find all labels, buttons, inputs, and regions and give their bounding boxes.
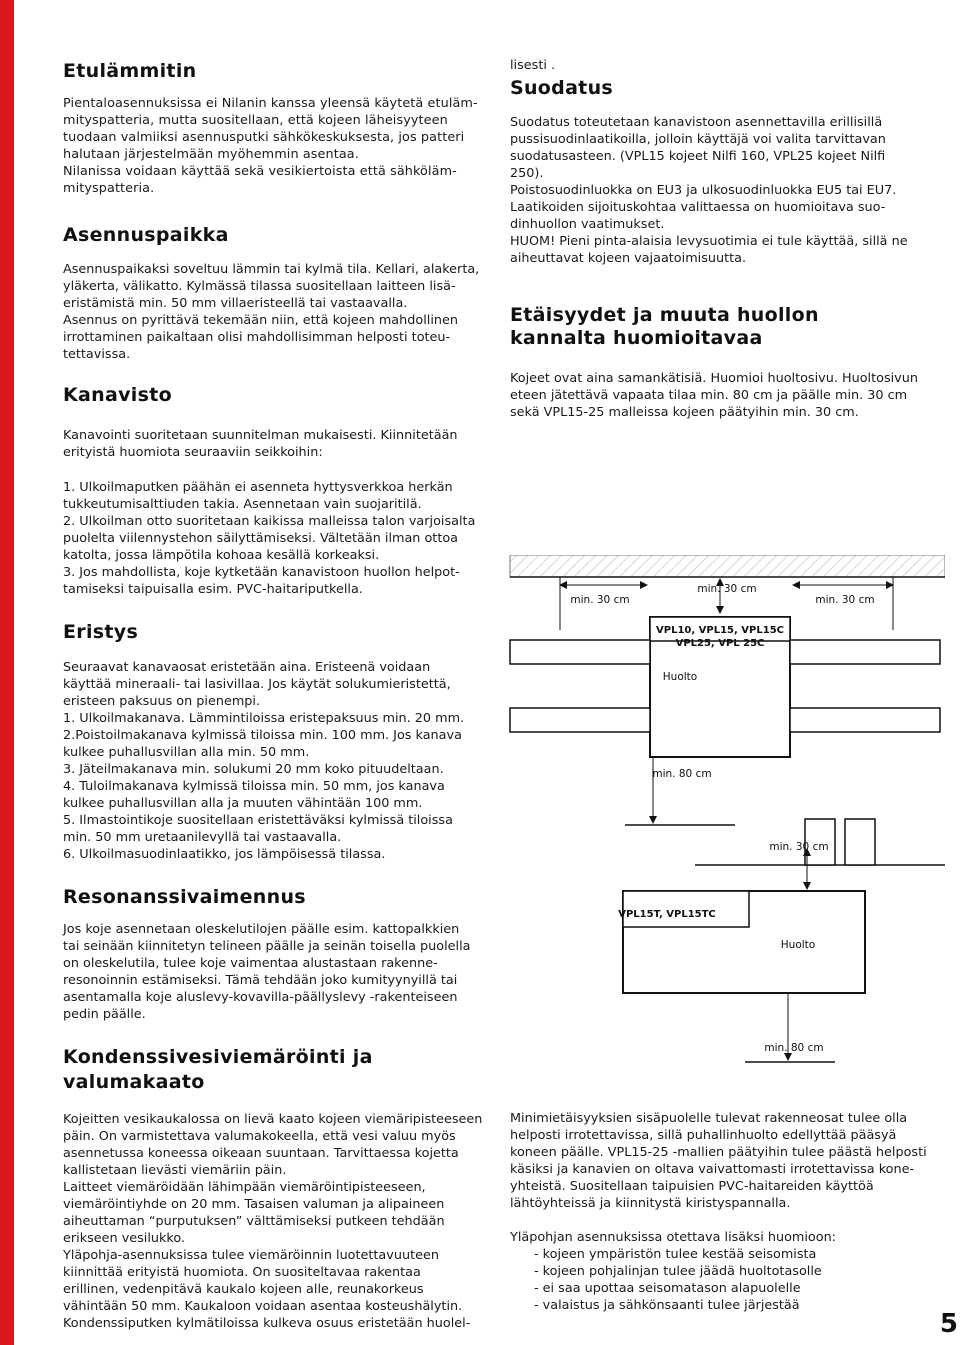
unit-lower-model: VPL15T, VPL15TC — [618, 909, 716, 920]
kondenssi-text: Kojeitten vesikaukalossa on lievä kaato kojeen viemäripisteeseen päin. On varmistettava valumakokeella, että vesi valuu myös asennetussa koneessa oikeaan suuntaan. Tarvittaessa kojetta kallistetaan lievästi viemäriin päin. Laitteet viemäröidään lähimpään viemäröintipisteeseen, viemäröintiyhde on 20 mm. Tasaisen valuman ja alipaineen aiheuttaman “purputuksen” välttämiseksi putkeen tehdään erikseen vesilukko. Yläpohja-asennuksissa tulee viemäröinnin luotettavuuteen kiinnittää erityistä huomiota. On suositeltavaa rakentaa erillinen, vedenpitävä kaukalo kojeen alle, reunakorkeus vähintään 50 mm. Kaukaloon voidaan asentaa kosteushälytin. Kondenssiputken kylmätiloissa kulkeva osuus eristetään huolel- — [63, 1112, 483, 1331]
unit-model-line1: VPL10, VPL15, VPL15C — [656, 625, 784, 636]
asennuspaikka-text: Asennuspaikaksi soveltuu lämmin tai kylmä tila. Kellari, alakerta, yläkerta, välikatto. Kylmässä tilassa suositellaan laitteen lisä- eristämistä min. 50 mm villaeristeellä tai vastaavalla. Asennus on pyrittävä tekemään niin, että kojeen mahdollinen irrottaminen paikaltaan olisi mahdollisimman helposti toteu- tettavissa. — [63, 262, 480, 362]
dim-right-label: min. 30 cm — [815, 594, 875, 606]
heading-kanavisto: Kanavisto — [63, 384, 172, 406]
duct-left-lower — [510, 708, 650, 732]
dim-top-label-lower: min. 30 cm — [769, 841, 829, 853]
ceiling-wall — [510, 555, 945, 577]
continuation-text: lisesti . — [510, 58, 556, 73]
heading-asennuspaikka: Asennuspaikka — [63, 224, 229, 246]
dim-front-label-lower: min. 80 cm — [764, 1042, 824, 1054]
duct-right-upper — [790, 640, 940, 664]
ylapohja-text: Yläpohjan asennuksissa otettava lisäksi huomioon: - kojeen ympäristön tulee kestää seisomista - kojeen pohjalinjan tulee jäädä huoltotasolle - ei saa upottaa seisomatason alapuolelle - valaistus ja sähkönsaanti tulee järjestää — [510, 1230, 836, 1313]
heading-etaisyydet-line1: Etäisyydet ja muuta huollon — [510, 304, 819, 326]
duct-right-lower — [790, 708, 940, 732]
heading-suodatus: Suodatus — [510, 77, 614, 99]
resonanssi-text: Jos koje asennetaan oleskelutilojen päälle esim. kattopalkkien tai seinään kiinnitetyn telineen päälle ja seinän toisella puolella on oleskelutila, tulee koje vaimentaa alustastaan rakenne- resonoinnin estämiseksi. Tämä tehdään joko kumityynyillä tai asentamalla koje aluslevy-kovavilla-päällyslevy -rakenteiseen pedin päälle. — [63, 922, 471, 1022]
heading-etaisyydet-line2: kannalta huomioitavaa — [510, 327, 763, 349]
red-edge-bar — [0, 0, 14, 1345]
duct-left-upper — [510, 640, 650, 664]
heading-kondenssi-line2: valumakaato — [63, 1071, 205, 1093]
dim-left-label: min. 30 cm — [570, 594, 630, 606]
dim-front-label: min. 80 cm — [652, 768, 712, 780]
dim-top-label: min. 30 cm — [697, 583, 757, 595]
unit-service-label: Huolto — [662, 671, 698, 683]
etaisyydet-text: Kojeet ovat aina samankätisiä. Huomioi huoltosivu. Huoltosivun eteen jätettävä vapaata tilaa min. 80 cm ja päälle min. 30 cm sekä VPL15-25 malleissa kojeen päätyihin min. 30 cm. — [510, 371, 918, 420]
unit-model-line2: VPL25, VPL 25C — [675, 638, 765, 649]
duct-top-right — [845, 819, 875, 865]
heading-etulammitin: Etulämmitin — [63, 60, 197, 82]
unit-lower-service-label: Huolto — [780, 939, 816, 951]
etulammitin-text: Pientaloasennuksissa ei Nilanin kanssa yleensä käytetä etuläm- mityspatteria, mutta suositellaan, että kojeen läheisyyteen tuodaan valmiiksi asennusputki sähkökeskuksesta, jos patteri halutaan järjestelmään myöhemmin asentaa. Nilanissa voidaan käyttää sekä vesikiertoista että sähköläm- mityspatteria. — [63, 96, 478, 196]
heading-resonanssivaimennus: Resonanssivaimennus — [63, 886, 306, 908]
suodatus-text: Suodatus toteutetaan kanavistoon asennettavilla erillisillä pussisuodinlaatikoilla, jolloin käyttäjä voi valita tarvittavan suodatusasteen. (VPL15 kojeet Nilfi 160, VPL25 kojeet Nilfi 250). Poistosuodinluokka on EU3 ja ulkosuodinluokka EU5 tai EU7. Laatikoiden sijoituskohtaa valittaessa on huomioitava suo- dinhuollon vaatimukset. HUOM! Pieni pinta-alaisia levysuotimia ei tule käyttää, sillä ne aiheuttavat kojeen vajaatoimisuutta. — [510, 115, 908, 266]
kanavisto-list: 1. Ulkoilmaputken päähän ei asenneta hyttysverkkoa herkän tukkeutumisalttiuden takia. Asennetaan vain suojaritilä. 2. Ulkoilman otto suoritetaan kaikissa malleissa talon varjoisalta puolelta viilennystehon säilyttämiseksi. Vältetään ilman ottoa katolta, jossa lämpötila kohoaa kesällä korkeaksi. 3. Jos mahdollista, koje kytketään kanavistoon huollon helpot- tamiseksi taipuisalla esim. PVC-haitariputkella. — [63, 480, 476, 597]
eristys-text: Seuraavat kanavaosat eristetään aina. Eristeenä voidaan käyttää mineraali- tai lasivillaa. Jos käytät solukumieristettä, eristeen paksuus on pienempi. 1. Ulkoilmakanava. Lämmintiloissa eristepaksuus min. 20 mm. 2.Poistoilmakanava kylmissä tiloissa min. 100 mm. Jos kanava kulkee puhallusvillan alla min. 50 mm. 3. Jäteilmakanava min. solukumi 20 mm koko pituudeltaan. 4. Tuloilmakanava kylmissä tiloissa min. 50 mm, jos kanava kulkee puhallusvillan alla ja muuten vähintään 100 mm. 5. Ilmastointikoje suositellaan eristettäväksi kylmissä tiloissa min. 50 mm uretaanilevyllä tai vastaavalla. 6. Ulkoilmasuodinlaatikko, jos lämpöisessä tilassa. — [63, 660, 465, 862]
page-number: 5 — [939, 1309, 958, 1339]
clearance-diagram — [505, 555, 945, 1070]
heading-kondenssi-line1: Kondenssivesiviemäröinti ja — [63, 1046, 373, 1068]
minimi-text: Minimietäisyyksien sisäpuolelle tulevat rakenneosat tulee olla helposti irrotettavissa, sillä puhallinhuolto edellyttää pääsyä koneen päälle. VPL15-25 -mallien päätyihin tulee päästä helposti käsiksi ja kanavien on oltava vaivattomasti irrotettavissa kone- yhteistä. Suositellaan taipuisien PVC-haitareiden käyttöä lähtöyhteissä ja kiinnitystä kiristyspannalla. — [510, 1111, 927, 1211]
kanavisto-intro: Kanavointi suoritetaan suunnitelman mukaisesti. Kiinnitetään erityistä huomiota seuraaviin seikkoihin: — [63, 428, 458, 460]
heading-eristys: Eristys — [63, 621, 139, 643]
